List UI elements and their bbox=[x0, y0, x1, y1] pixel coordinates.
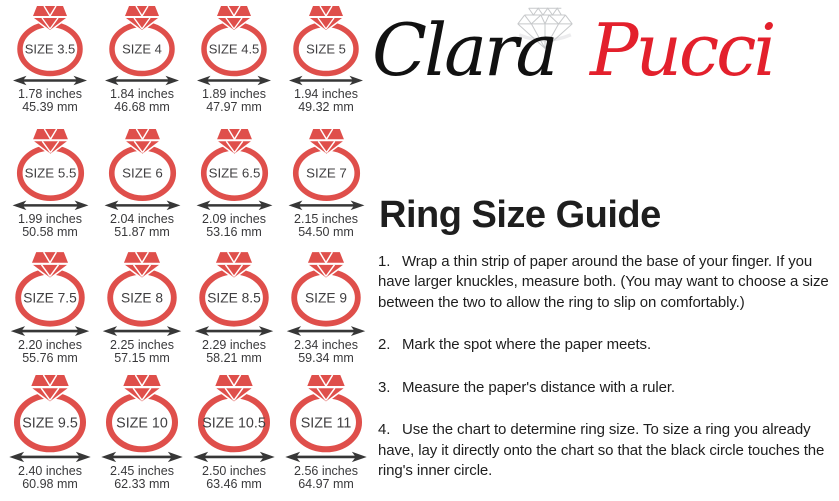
ring-circumference-mm: 57.15 mm bbox=[114, 351, 170, 365]
double-headed-arrow-icon bbox=[193, 452, 274, 462]
ring-size-chart bbox=[4, 6, 372, 498]
ring-circumference-mm: 58.21 mm bbox=[206, 351, 262, 365]
ring-size-cell bbox=[271, 375, 381, 491]
ring-size-label: SIZE 7 bbox=[305, 165, 347, 181]
brand-logo bbox=[372, 0, 836, 110]
instruction-item bbox=[378, 335, 836, 356]
double-headed-arrow-icon bbox=[104, 201, 180, 211]
ring-circumference-inches: 1.84 inches bbox=[110, 87, 174, 101]
ring-circumference-inches: 1.94 inches bbox=[294, 87, 358, 101]
instruction-number: 3. bbox=[378, 378, 391, 396]
ring-circumference-inches: 2.04 inches bbox=[110, 212, 174, 226]
instructions-list bbox=[378, 252, 836, 482]
ring-size-cell bbox=[0, 6, 100, 114]
ring-size-label: SIZE 9 bbox=[304, 290, 348, 306]
ring-size-cell bbox=[275, 129, 378, 239]
ring-measurement bbox=[202, 213, 266, 239]
ring-illustration bbox=[275, 129, 378, 211]
ring-circumference-mm: 53.16 mm bbox=[206, 225, 262, 239]
ring-illustration bbox=[92, 6, 192, 86]
ring-circumference-inches: 2.09 inches bbox=[202, 212, 266, 226]
ring-size-cell bbox=[183, 129, 286, 239]
ring-circumference-mm: 60.98 mm bbox=[22, 477, 78, 491]
ring-illustration bbox=[181, 252, 287, 337]
ring-size-label: SIZE 6.5 bbox=[208, 165, 260, 181]
ring-circumference-inches: 2.29 inches bbox=[202, 338, 266, 352]
ring-illustration bbox=[184, 6, 284, 86]
double-headed-arrow-icon bbox=[12, 201, 88, 211]
ring-measurement bbox=[294, 339, 358, 365]
ring-illustration bbox=[276, 6, 376, 86]
ring-circumference-mm: 51.87 mm bbox=[114, 225, 170, 239]
ring-circumference-mm: 62.33 mm bbox=[114, 477, 170, 491]
instruction-text: Wrap a thin strip of paper around the base of your finger. If you have larger knuckles, measure both. (You may want to choose a size between the two to allow the ring to slip on comfortably.) bbox=[378, 252, 829, 311]
ring-size-label: SIZE 4.5 bbox=[208, 41, 260, 57]
ring-circumference-inches: 1.99 inches bbox=[18, 212, 82, 226]
ring-circumference-mm: 55.76 mm bbox=[22, 351, 78, 365]
ring-measurement bbox=[202, 88, 266, 114]
ring-measurement bbox=[110, 339, 174, 365]
ring-measurement bbox=[202, 339, 266, 365]
ring-measurement bbox=[294, 465, 358, 491]
ring-size-cell bbox=[276, 6, 376, 114]
ring-size-label: SIZE 7.5 bbox=[23, 290, 77, 306]
ring-size-cell bbox=[92, 6, 192, 114]
ring-circumference-mm: 63.46 mm bbox=[206, 477, 262, 491]
ring-size-label: SIZE 10.5 bbox=[202, 415, 266, 432]
ring-circumference-mm: 47.97 mm bbox=[206, 100, 262, 114]
ring-circumference-inches: 2.56 inches bbox=[294, 464, 358, 478]
double-headed-arrow-icon bbox=[289, 76, 363, 85]
ring-measurement bbox=[110, 213, 174, 239]
double-headed-arrow-icon bbox=[11, 326, 89, 336]
ring-size-label: SIZE 9.5 bbox=[22, 415, 78, 432]
instruction-text: Measure the paper's distance with a ruler. bbox=[402, 378, 675, 396]
brand-name-clara: Clara bbox=[372, 8, 556, 92]
double-headed-arrow-icon bbox=[196, 201, 272, 211]
ring-measurement bbox=[110, 88, 174, 114]
ring-circumference-inches: 2.25 inches bbox=[110, 338, 174, 352]
double-headed-arrow-icon bbox=[195, 326, 273, 336]
ring-size-label: SIZE 3.5 bbox=[24, 41, 76, 57]
double-headed-arrow-icon bbox=[287, 326, 365, 336]
ring-measurement bbox=[18, 339, 82, 365]
ring-size-cell bbox=[181, 252, 287, 365]
ring-measurement bbox=[202, 465, 266, 491]
instruction-item bbox=[378, 420, 836, 482]
instruction-number: 1. bbox=[378, 252, 391, 270]
ring-circumference-mm: 45.39 mm bbox=[22, 100, 78, 114]
ring-size-cell bbox=[91, 129, 194, 239]
ring-circumference-mm: 54.50 mm bbox=[298, 225, 354, 239]
ring-circumference-inches: 2.40 inches bbox=[18, 464, 82, 478]
ring-size-label: SIZE 8.5 bbox=[207, 290, 261, 306]
ring-measurement bbox=[294, 213, 358, 239]
ring-circumference-mm: 46.68 mm bbox=[114, 100, 170, 114]
ring-illustration bbox=[271, 375, 381, 463]
double-headed-arrow-icon bbox=[288, 201, 364, 211]
ring-size-cell bbox=[273, 252, 379, 365]
ring-circumference-mm: 50.58 mm bbox=[22, 225, 78, 239]
double-headed-arrow-icon bbox=[197, 76, 271, 85]
ring-size-cell bbox=[89, 252, 195, 365]
ring-circumference-mm: 49.32 mm bbox=[298, 100, 354, 114]
ring-size-cell bbox=[0, 129, 102, 239]
ring-illustration bbox=[0, 6, 100, 86]
double-headed-arrow-icon bbox=[103, 326, 181, 336]
ring-size-label: SIZE 5 bbox=[306, 41, 346, 57]
double-headed-arrow-icon bbox=[9, 452, 90, 462]
double-headed-arrow-icon bbox=[285, 452, 366, 462]
ring-circumference-inches: 1.89 inches bbox=[202, 87, 266, 101]
ring-illustration bbox=[183, 129, 286, 211]
ring-illustration bbox=[0, 252, 103, 337]
ring-circumference-inches: 1.78 inches bbox=[18, 87, 82, 101]
ring-measurement bbox=[18, 213, 82, 239]
ring-circumference-inches: 2.50 inches bbox=[202, 464, 266, 478]
ring-size-label: SIZE 6 bbox=[121, 165, 163, 181]
instruction-number: 2. bbox=[378, 336, 391, 354]
ring-size-cell bbox=[0, 252, 103, 365]
ring-illustration bbox=[0, 129, 102, 211]
ring-illustration bbox=[273, 252, 379, 337]
double-headed-arrow-icon bbox=[101, 452, 182, 462]
ring-size-label: SIZE 8 bbox=[120, 290, 164, 306]
ring-measurement bbox=[18, 88, 82, 114]
ring-circumference-mm: 59.34 mm bbox=[298, 351, 354, 365]
ring-circumference-inches: 2.34 inches bbox=[294, 338, 358, 352]
double-headed-arrow-icon bbox=[13, 76, 87, 85]
ring-circumference-inches: 2.20 inches bbox=[18, 338, 82, 352]
ring-size-label: SIZE 10 bbox=[116, 415, 168, 432]
ring-measurement bbox=[294, 88, 358, 114]
ring-size-cell bbox=[184, 6, 284, 114]
ring-circumference-inches: 2.45 inches bbox=[110, 464, 174, 478]
ring-size-label: SIZE 4 bbox=[122, 41, 162, 57]
instruction-text: Use the chart to determine ring size. To size a ring you already have, lay it directly onto the chart so that the black circle touches the ring's inner circle. bbox=[378, 421, 825, 480]
double-headed-arrow-icon bbox=[105, 76, 179, 85]
instruction-item bbox=[378, 252, 836, 314]
ring-illustration bbox=[89, 252, 195, 337]
instruction-text: Mark the spot where the paper meets. bbox=[402, 336, 652, 354]
ring-size-label: SIZE 11 bbox=[300, 415, 352, 432]
ring-circumference-inches: 2.15 inches bbox=[294, 212, 358, 226]
instruction-item bbox=[378, 378, 836, 399]
ring-measurement bbox=[110, 465, 174, 491]
ring-illustration bbox=[91, 129, 194, 211]
ring-size-label: SIZE 5.5 bbox=[24, 165, 76, 181]
page-title: Ring Size Guide bbox=[379, 194, 661, 236]
instruction-number: 4. bbox=[378, 421, 391, 439]
ring-measurement bbox=[18, 465, 82, 491]
brand-name-pucci: Pucci bbox=[590, 8, 774, 92]
ring-circumference-mm: 64.97 mm bbox=[298, 477, 354, 491]
info-panel bbox=[372, 0, 836, 501]
